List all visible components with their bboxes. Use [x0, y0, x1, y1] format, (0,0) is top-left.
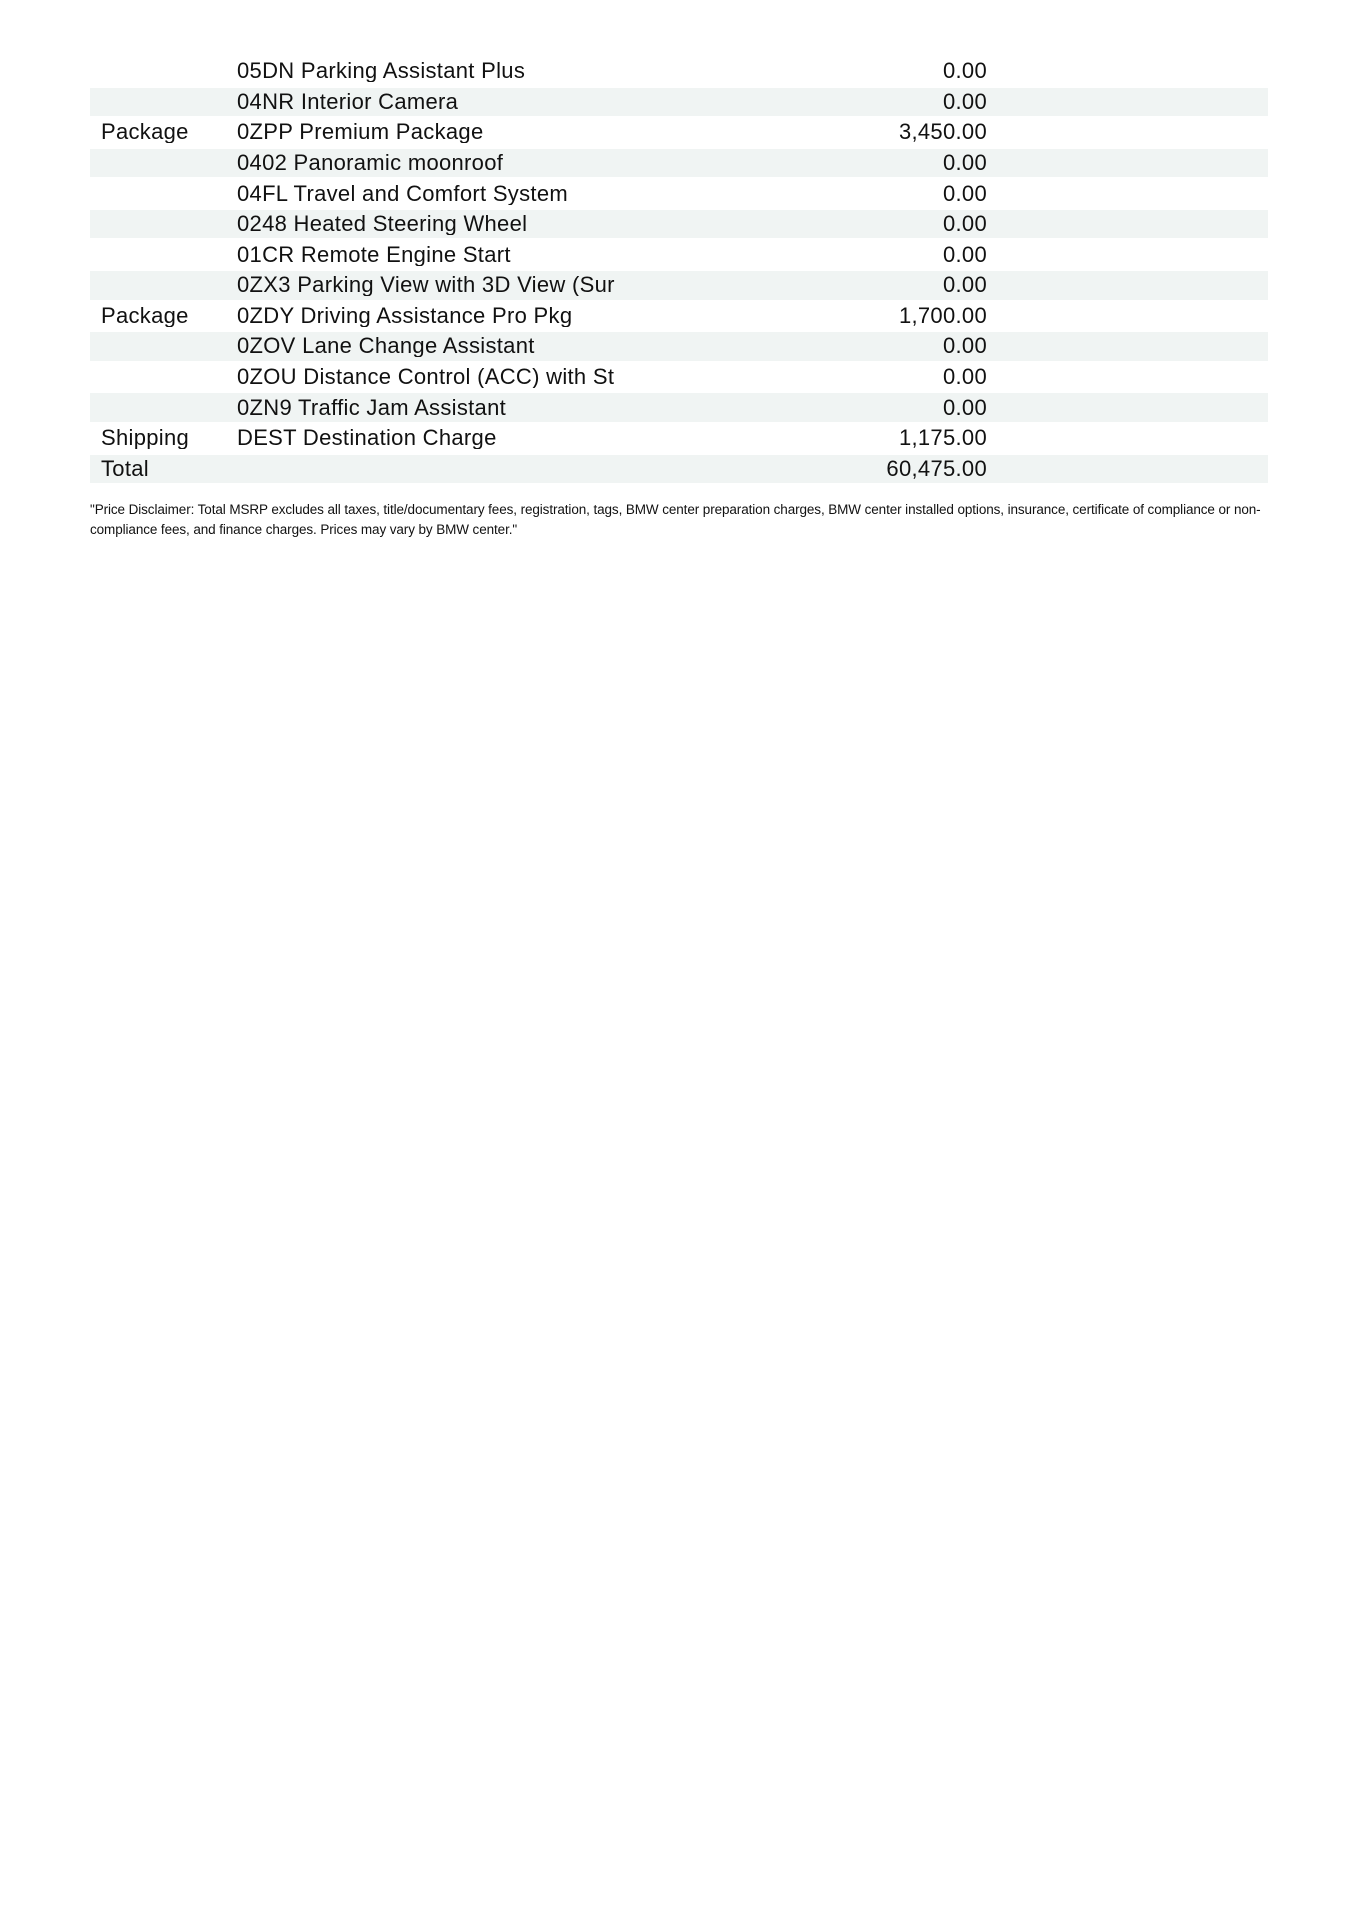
price-cell: 1,175.00	[898, 427, 987, 450]
price-disclaimer: "Price Disclaimer: Total MSRP excludes all taxes, title/documentary fees, registration, tags, BMW center preparation charges, BMW center installed options, insurance, certificate of compliance or non-compliance fees, and finance charges. Prices may vary by BMW center."	[90, 502, 1261, 537]
item-cell: 0ZOU Distance Control (ACC) with St	[237, 366, 615, 389]
table-row	[90, 361, 1268, 392]
item-cell: 0402 Panoramic moonroof	[237, 152, 504, 175]
table-row	[90, 453, 1268, 484]
price-cell: 0.00	[942, 274, 987, 297]
price-cell: 60,475.00	[886, 457, 987, 480]
table-row	[90, 116, 1268, 147]
vehicle-options-table	[90, 55, 1268, 483]
table-row	[90, 238, 1268, 269]
table-row	[90, 422, 1268, 453]
price-cell: 0.00	[942, 213, 987, 236]
table-row	[90, 300, 1268, 331]
price-cell: 0.00	[942, 152, 987, 175]
item-cell: 05DN Parking Assistant Plus	[237, 60, 526, 83]
price-cell: 0.00	[942, 182, 987, 205]
table-row	[90, 177, 1268, 208]
item-cell: 04FL Travel and Comfort System	[237, 182, 568, 205]
table-row	[90, 208, 1268, 239]
item-cell: DEST Destination Charge	[237, 427, 497, 450]
table-row	[90, 86, 1268, 117]
price-cell: 0.00	[942, 366, 987, 389]
table-row	[90, 391, 1268, 422]
price-cell: 3,450.00	[898, 121, 987, 144]
item-cell: 0ZN9 Traffic Jam Assistant	[237, 396, 507, 419]
price-cell: 0.00	[942, 90, 987, 113]
price-cell: 0.00	[942, 396, 987, 419]
price-cell: 0.00	[942, 60, 987, 83]
price-cell: 0.00	[942, 335, 987, 358]
item-cell: 0248 Heated Steering Wheel	[237, 213, 528, 236]
item-cell: 0ZPP Premium Package	[237, 121, 484, 144]
table-row	[90, 55, 1268, 86]
category-cell: Package	[101, 304, 189, 327]
table-row	[90, 330, 1268, 361]
item-cell: 0ZX3 Parking View with 3D View (Sur	[237, 274, 615, 297]
item-cell: 01CR Remote Engine Start	[237, 243, 511, 266]
table-row	[90, 269, 1268, 300]
category-cell: Shipping	[101, 427, 190, 450]
table-row	[90, 147, 1268, 178]
item-cell: 0ZDY Driving Assistance Pro Pkg	[237, 304, 573, 327]
price-cell: 0.00	[942, 243, 987, 266]
item-cell: 0ZOV Lane Change Assistant	[237, 335, 535, 358]
item-cell: 04NR Interior Camera	[237, 90, 459, 113]
category-cell: Total	[101, 457, 149, 480]
category-cell: Package	[101, 121, 189, 144]
price-cell: 1,700.00	[898, 304, 987, 327]
